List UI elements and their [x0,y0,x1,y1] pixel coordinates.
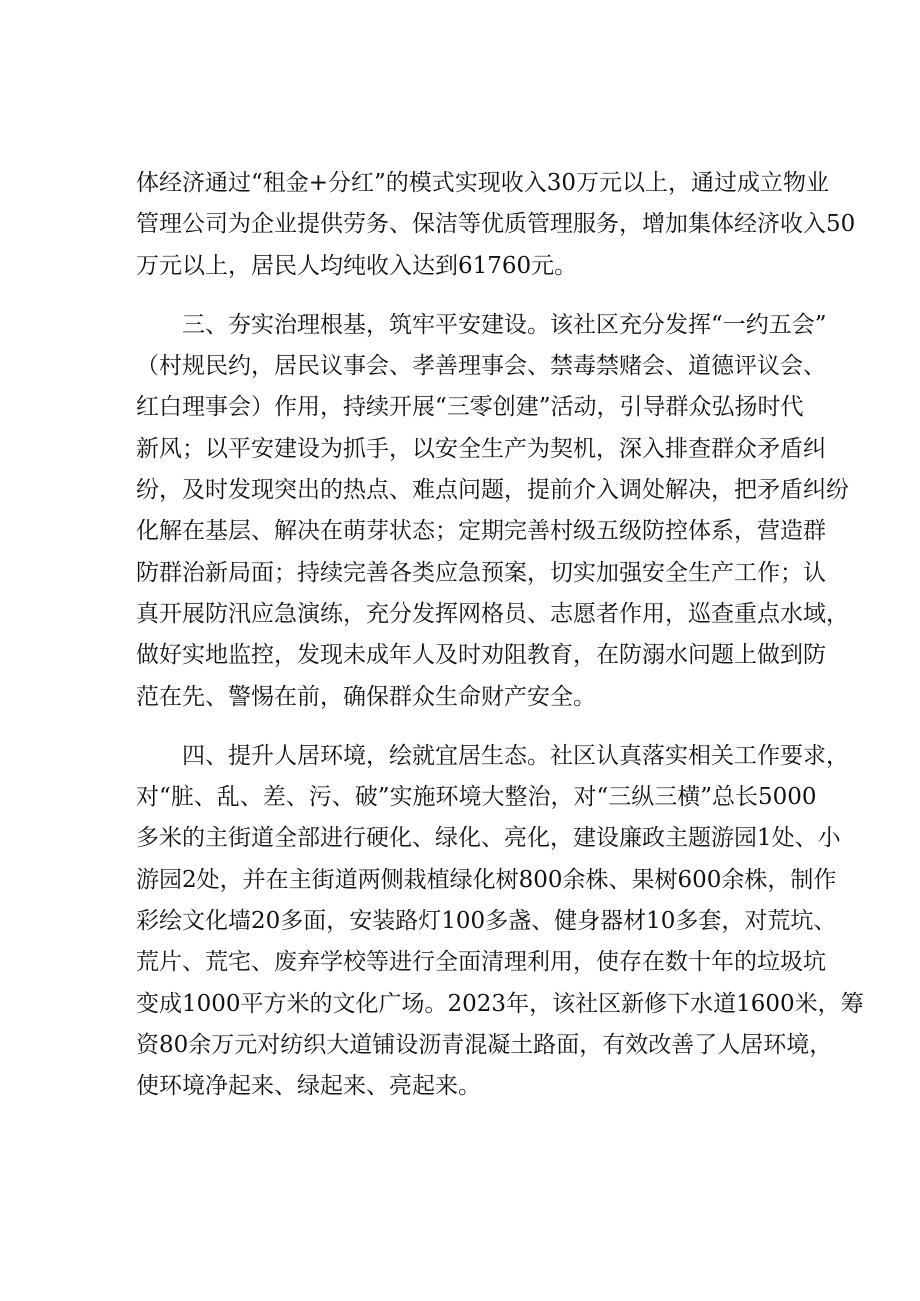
text-line: 多米的主街道全部进行硬化、绿化、亮化，建设廉政主题游园1处、小 [136,825,841,852]
text-line: 荒片、荒宅、废弃学校等进行全面清理利用，使存在数十年的垃圾坑 [136,949,826,976]
text-line: 范在先、警惕在前，确保群众生命财产安全。 [136,683,596,710]
text-line: 万元以上，居民人均纯收入达到61760元。 [136,252,578,279]
text-line: 使环境净起来、绿起来、亮起来。 [136,1073,481,1100]
text-line: 做好实地监控，发现未成年人及时劝阻教育，在防溺水问题上做到防 [136,642,826,669]
text-line: 变成1000平方米的文化广场。2023年，该社区新修下水道1600米，筹 [136,990,864,1017]
text-line: 纷，及时发现突出的热点、难点问题，提前介入调处解决，把矛盾纠纷 [136,477,849,504]
document-body [136,163,864,1126]
text-line: 三、夯实治理根基，筑牢平安建设。该社区充分发挥“一约五会” [182,311,827,338]
text-line: 红白理事会）作用，持续开展“三零创建”活动，引导群众弘扬时代 [136,394,804,421]
text-line: 真开展防汛应急演练，充分发挥网格员、志愿者作用，巡查重点水域， [136,600,849,627]
text-line: 彩绘文化墙20多面，安装路灯100多盏、健身器材10多套，对荒坑、 [136,908,837,935]
text-line: 四、提升人居环境，绘就宜居生态。社区认真落实相关工作要求， [182,742,849,769]
text-line: 游园2处，并在主街道两侧栽植绿化树800余株、果树600余株，制作 [136,866,837,893]
text-line: 防群治新局面；持续完善各类应急预案，切实加强安全生产工作；认 [136,559,826,586]
text-line: 对“脏、乱、差、污、破”实施环境大整治，对“三纵三横”总长5000 [136,784,817,811]
text-line: 体经济通过“租金+分红”的模式实现收入30万元以上，通过成立物业 [136,170,830,196]
text-line: 新风；以平安建设为抓手，以安全生产为契机，深入排查群众矛盾纠 [136,435,826,462]
text-line: 管理公司为企业提供劳务、保洁等优质管理服务，增加集体经济收入50 [136,211,856,238]
text-line: （村规民约，居民议事会、孝善理事会、禁毒禁赌会、道德评议会、 [136,353,826,380]
paragraph-governance-safety [136,305,849,718]
text-line: 资80余万元对纺织大道铺设沥青混凝土路面，有效改善了人居环境， [136,1031,833,1058]
text-line: 化解在基层、解决在萌芽状态；定期完善村级五级防控体系，营造群 [136,518,826,545]
paragraph-collective-economy [136,163,856,287]
paragraph-living-environment [136,736,864,1108]
